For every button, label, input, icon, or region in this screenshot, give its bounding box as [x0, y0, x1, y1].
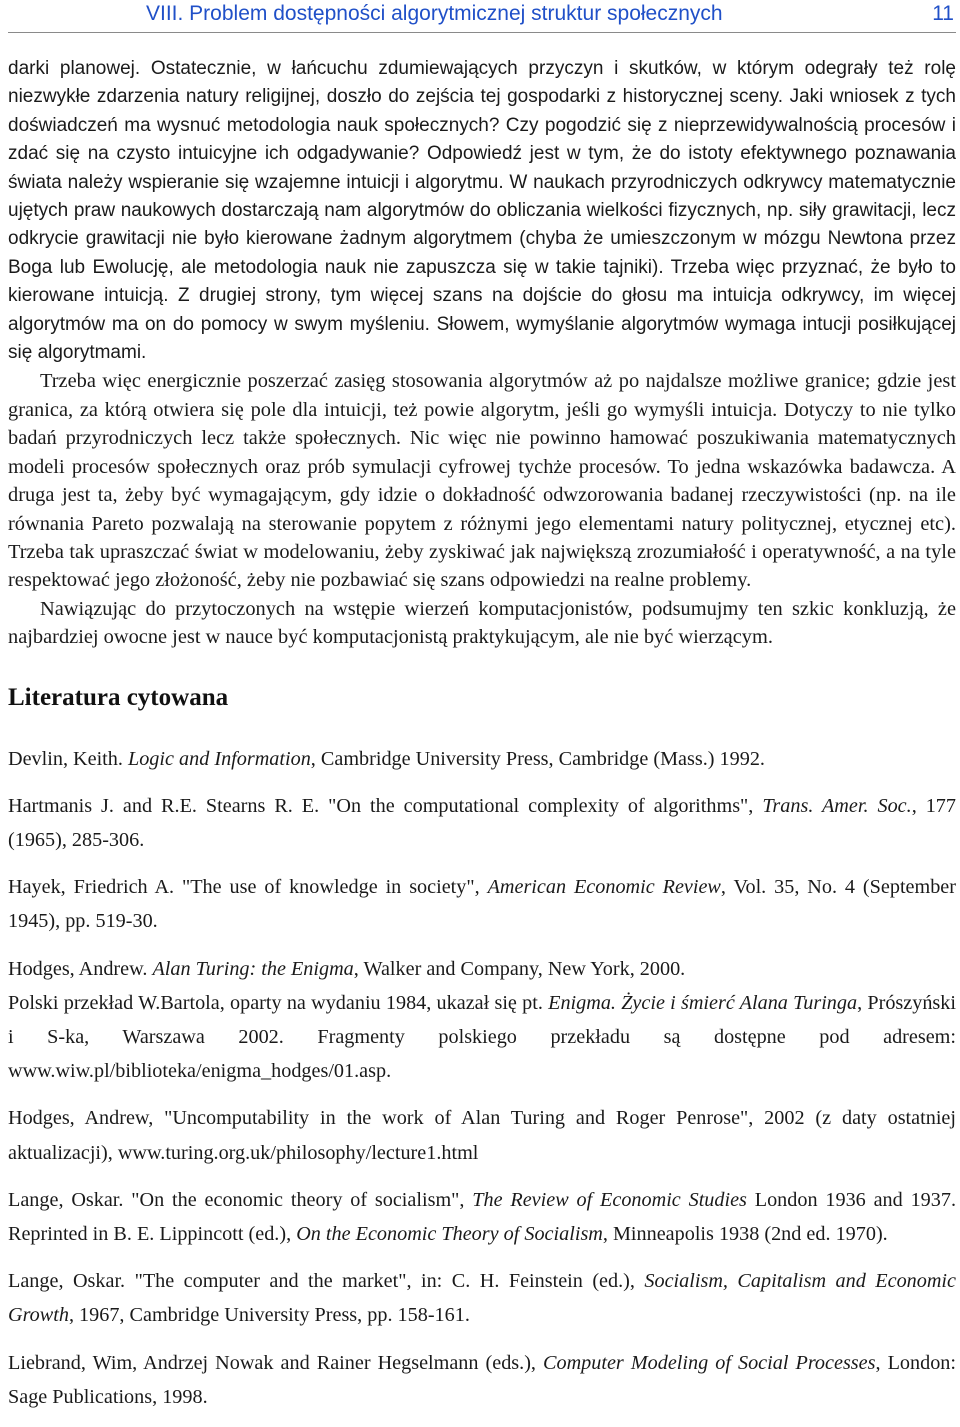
reference-entry [8, 1264, 956, 1332]
running-head-title: VIII. Problem dostępności algorytmicznej struktur społecznych [146, 2, 723, 25]
reference-entry [8, 1183, 956, 1251]
reference-text: , Prószyński i S-ka, Warszawa 2002. Fragmenty polskiego przekładu są dostępne pod adresem: www.wiw.pl/biblioteka/enigma_hodges/01.asp. [8, 991, 956, 1083]
running-head [8, 0, 956, 33]
paragraph: Trzeba więc energicznie poszerzać zasięg stosowania algorytmów aż po najdalsze możliwe granice; gdzie jest granica, za którą otwiera się pole dla intuicji, też powie algorytm, jeśli go wymyśli intuicja. Dotyczy to nie tylko badań przyrodniczych lecz także społecznych. Nic więc nie powinno hamować poszukiwania matematycznych modeli procesów społecznych oraz prób symulacji cyfrowej tychże procesów. To jedna wskazówka badawcza. A druga jest ta, żeby być wymagającym, gdy idzie o dokładność odwzorowania badanej rzeczywistości (np. na ile równania Pareto pozwalają na sterowanie popytem z różnymi jego elementami natury politycznej, etycznej etc). Trzeba tak upraszczać świat w modelowaniu, żeby zyskiwać jak największą zrozumiałość i operatywność, a na tyle respektować jego złożoność, żeby nie pozbawiać się szans odpowiedzi na realne problemy. [8, 370, 956, 592]
reference-text: Hodges, Andrew, "Uncomputability in the work of Alan Turing and Roger Penrose", 2002 (z daty ostatniej aktualizacji), www.turing.org.uk/philosophy/lecture1.html [8, 1107, 956, 1164]
section-heading: Literatura cytowana [8, 683, 229, 711]
reference-text: , Cambridge University Press, Cambridge (Mass.) 1992. [310, 747, 765, 770]
reference-title: The Review of Economic Studies [472, 1188, 747, 1211]
reference-text: Devlin, Keith. [8, 747, 128, 770]
reference-entry [8, 1346, 956, 1414]
reference-text: London 1936 and 1937. Reprinted in B. E. Lippincott (ed.), [8, 1188, 956, 1245]
reference-text: Polski przekład W.Bartola, oparty na wydaniu 1984, ukazał się pt. [8, 991, 549, 1014]
reference-entry [8, 742, 956, 776]
reference-text: , 177 (1965), 285-306. [8, 794, 956, 851]
reference-text: Hayek, Friedrich A. "The use of knowledge in society", [8, 876, 488, 899]
reference-title: Alan Turing: the Enigma [152, 957, 354, 980]
reference-list [8, 742, 956, 1414]
reference-text: , Vol. 35, No. 4 (September 1945), pp. 519-30. [8, 876, 956, 933]
reference-text: , Minneapolis 1938 (2nd ed. 1970). [602, 1222, 888, 1245]
body-text [8, 55, 956, 652]
reference-entry [8, 952, 956, 986]
reference-title: Trans. Amer. Soc. [762, 794, 912, 817]
reference-text: Hartmanis J. and R.E. Stearns R. E. "On the computational complexity of algorithms", [8, 794, 763, 817]
reference-title: Enigma. Życie i śmierć Alana Turinga [548, 991, 858, 1014]
reference-text: , Walker and Company, New York, 2000. [353, 957, 686, 980]
reference-entry [8, 870, 956, 938]
reference-text: , 1967, Cambridge University Press, pp. 158-161. [68, 1304, 470, 1327]
reference-text: Lange, Oskar. "The computer and the market", in: C. H. Feinstein (ed.), [8, 1270, 645, 1293]
paragraph: darki planowej. Ostatecznie, w łańcuchu zdumiewających przyczyn i skutków, w którym odegrały też rolę niezwykłe zdarzenia natury religijnej, doszło do zejścia tej gospodarki z historycznej sceny. Jaki wniosek z tych doświadczeń ma wysnuć metodologia nauk społecznych? Czy pogodzić się z nieprzewidywalnością procesów i zdać się na czysto intuicyjne ich odgadywanie? Odpowiedź jest w tym, że do istoty efektywnego poznawania świata należy wspieranie się wzajemne intuicji i algorytmu. W naukach przyrodniczych odkrywcy matematycznie ujętych praw naukowych dostarczają nam algorytmów do obliczania wielkości fizycznych, np. siły grawitacji, lecz odkrycie grawitacji nie było kierowane żadnym algorytmem (chyba że umieszczonym w mózgu Newtona przez Boga lub Ewolucję, ale metodologia nauk nie zapuszcza się w takie tajniki). Trzeba więc przyznać, że było to kierowane intuicją. Z drugiej strony, tym więcej szans na dojście do głosu ma intuicja odkrywcy, im więcej algorytmów ma on do pomocy w swym myśleniu. Słowem, wymyślanie algorytmów wymaga intucji posiłkującej się algorytmami. [8, 58, 956, 364]
reference-entry [8, 1101, 956, 1169]
reference-text: , London: Sage Publications, 1998. [8, 1351, 956, 1408]
paragraph: Nawiązując do przytoczonych na wstępie wierzeń komputacjonistów, podsumujmy ten szkic konkluzją, że najbardziej owocne jest w nauce być komputacjonistą praktykującym, ale nie być wierzącym. [8, 597, 956, 649]
reference-title: American Economic Review [487, 876, 721, 899]
reference-title: Computer Modeling of Social Processes [543, 1351, 876, 1374]
reference-entry [8, 986, 956, 1089]
page-number: 11 [932, 2, 954, 25]
reference-title: Socialism, Capitalism and Economic Growth [8, 1270, 956, 1327]
reference-entry [8, 789, 956, 857]
reference-text: Lange, Oskar. "On the economic theory of socialism", [8, 1188, 473, 1211]
reference-text: Liebrand, Wim, Andrzej Nowak and Rainer Hegselmann (eds.), [8, 1351, 544, 1374]
reference-title: On the Economic Theory of Socialism [296, 1222, 603, 1245]
reference-title: Logic and Information [127, 747, 311, 770]
page [8, 0, 956, 1427]
reference-text: Hodges, Andrew. [8, 957, 153, 980]
